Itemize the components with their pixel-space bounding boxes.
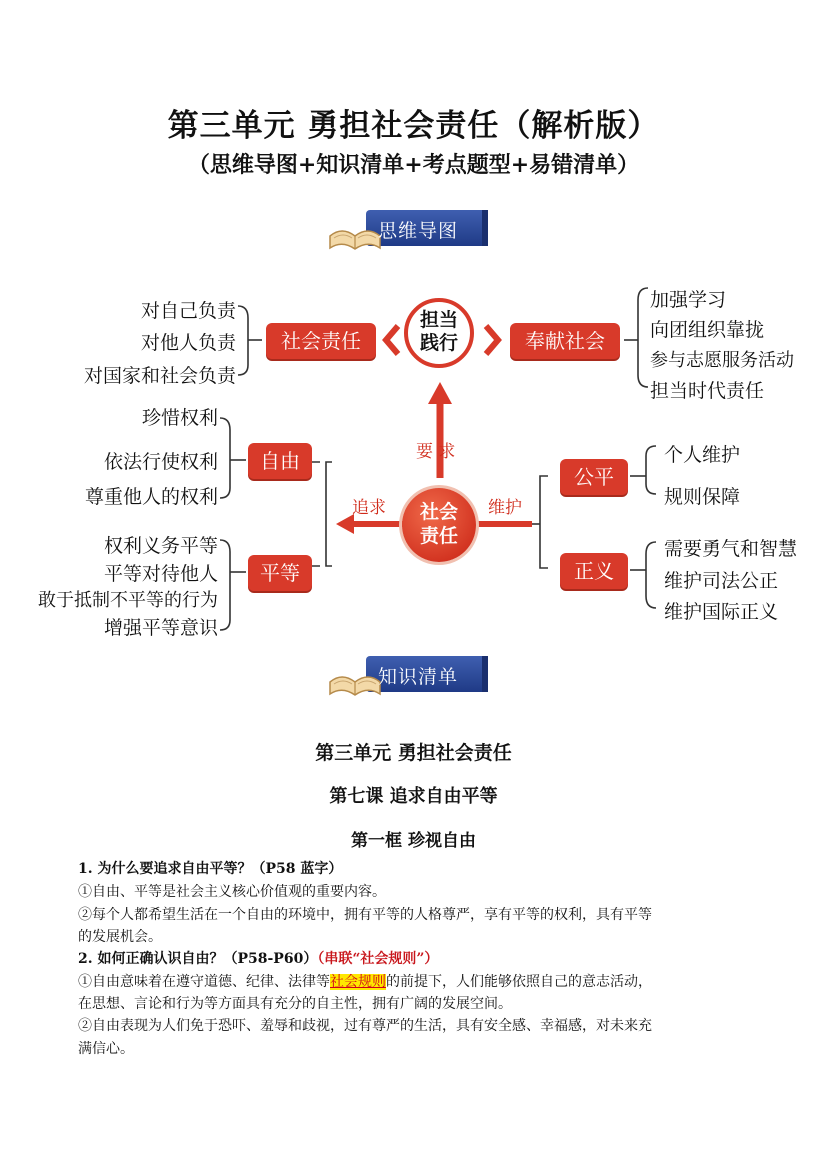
highlight-social-rules: 社会规则	[330, 974, 386, 990]
right-top-item: 参与志愿服务活动	[650, 350, 794, 371]
knowledge-banner-label: 知识清单	[378, 666, 459, 688]
answer-line: ①自由、平等是社会主义核心价值观的重要内容。	[78, 884, 386, 900]
freedom-item: 依法行使权利	[103, 451, 218, 473]
answer-text: 的前提下，人们能够依照自己的意志活动，	[386, 974, 652, 990]
lesson-heading: 第七课 追求自由平等	[329, 786, 498, 807]
page-subtitle: （思维导图+知识清单+考点题型+易错清单）	[187, 152, 640, 178]
page-title: 第三单元 勇担社会责任（解析版）	[167, 108, 660, 144]
answer-line: 满信心。	[78, 1041, 134, 1057]
equality-item: 平等对待他人	[103, 563, 218, 585]
left-top-item: 对他人负责	[140, 332, 236, 354]
center-main-line2: 责任	[419, 525, 458, 547]
question-1: 1. 为什么要追求自由平等？（P58 蓝字）	[78, 861, 343, 877]
right-top-item: 加强学习	[650, 289, 727, 311]
book-icon	[328, 668, 382, 698]
right-top-item: 向团组织靠拢	[650, 319, 765, 341]
arrow-left-label: 追求	[352, 498, 386, 518]
knowledge-banner	[328, 656, 488, 692]
box-contribute-society: 奉献社会	[510, 323, 620, 359]
box-justice: 正义	[560, 553, 628, 589]
unit-heading: 第三单元 勇担社会责任	[315, 742, 512, 764]
freedom-item: 珍惜权利	[141, 407, 218, 429]
answer-line: ②自由表现为人们免于恐吓、羞辱和歧视，过有尊严的生活，具有安全感、幸福感，对未来充	[78, 1018, 652, 1034]
question-2-text: 2. 如何正确认识自由？（P58-P60）	[78, 951, 318, 967]
equality-item: 敢于抵制不平等的行为	[38, 590, 218, 611]
freedom-item: 尊重他人的权利	[84, 486, 218, 508]
mindmap-banner-label: 思维导图	[378, 220, 459, 242]
question-2-note: （串联“社会规则”）	[317, 951, 439, 967]
left-top-item: 对国家和社会负责	[83, 365, 236, 387]
left-top-item: 对自己负责	[140, 300, 236, 322]
center-top-node	[404, 298, 474, 368]
justice-item: 需要勇气和智慧	[664, 538, 798, 560]
mindmap-banner	[328, 210, 488, 246]
right-top-item: 担当时代责任	[650, 380, 765, 402]
justice-item: 维护国际正义	[664, 601, 779, 623]
answer-line	[78, 971, 652, 991]
center-top-line2: 践行	[419, 332, 458, 354]
answer-line: ②每个人都希望生活在一个自由的环境中，拥有平等的人格尊严，享有平等的权利，具有平等	[78, 907, 652, 923]
arrow-right-label: 维护	[488, 498, 522, 518]
center-main-node	[402, 488, 476, 562]
fair-item: 规则保障	[664, 486, 741, 508]
arrow-up-label: 要 求	[416, 442, 456, 462]
fair-item: 个人维护	[664, 444, 741, 466]
question-2	[78, 948, 438, 968]
box-equality: 平等	[248, 555, 312, 591]
answer-line: 在思想、言论和行为等方面具有充分的自主性，拥有广阔的发展空间。	[78, 996, 512, 1012]
box-freedom: 自由	[248, 443, 312, 479]
justice-item: 维护司法公正	[664, 570, 779, 592]
box-social-responsibility: 社会责任	[266, 323, 376, 359]
section-heading: 第一框 珍视自由	[351, 831, 476, 851]
center-main-line1: 社会	[419, 501, 458, 523]
book-icon	[328, 222, 382, 252]
equality-item: 权利义务平等	[103, 535, 218, 557]
equality-item: 增强平等意识	[103, 617, 218, 639]
box-fairness: 公平	[560, 459, 628, 495]
center-top-line1: 担当	[419, 309, 458, 331]
answer-text: ①自由意味着在遵守道德、纪律、法律等	[78, 974, 330, 990]
answer-line: 的发展机会。	[78, 929, 162, 945]
